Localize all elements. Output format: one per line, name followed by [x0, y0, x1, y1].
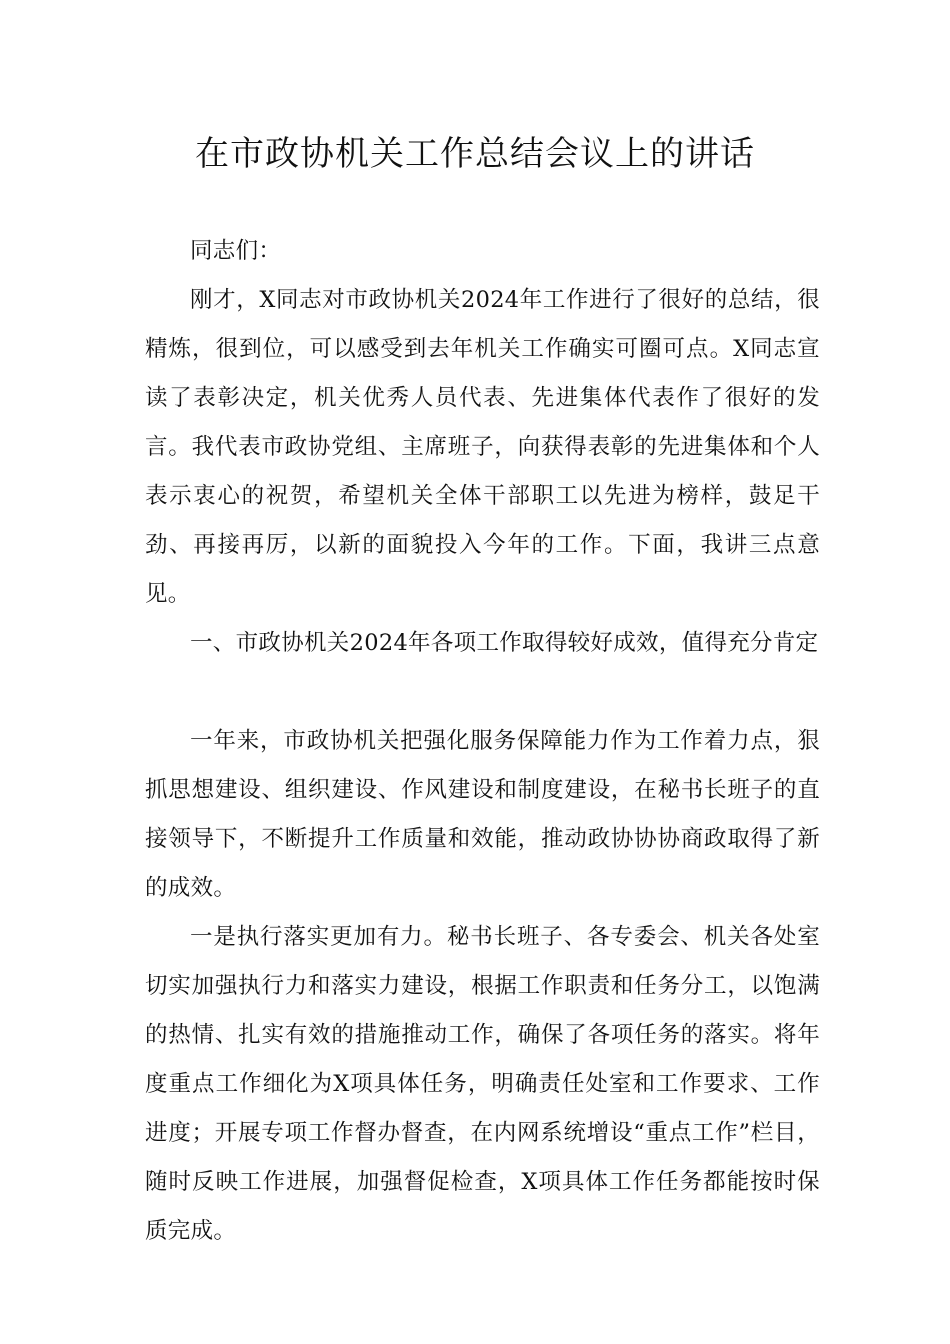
- document-title: 在市政协机关工作总结会议上的讲话: [195, 134, 755, 174]
- document-body: [145, 227, 820, 1256]
- paragraph-summary: 一年来，市政协机关把强化服务保障能力作为工作着力点，狠抓思想建设、组织建设、作风建设和制度建设，在秘书长班子的直接领导下，不断提升工作质量和效能，推动政协协协商政取得了新的成效。: [145, 728, 820, 901]
- paragraph-point-1: 一是执行落实更加有力。秘书长班子、各专委会、机关各处室切实加强执行力和落实力建设，根据工作职责和任务分工，以饱满的热情、扎实有效的措施推动工作，确保了各项任务的落实。将年度重点工作细化为X项具体任务，明确责任处室和工作要求、工作进度；开展专项工作督办督查，在内网系统增设“重点工作”栏目，随时反映工作进展，加强督促检查，X项具体工作任务都能按时保质完成。: [145, 924, 820, 1244]
- section-heading-1: 一、市政协机关2024年各项工作取得较好成效，值得充分肯定: [190, 630, 819, 656]
- paragraph-intro: 刚才，X同志对市政协机关2024年工作进行了很好的总结，很精炼，很到位，可以感受到去年机关工作确实可圈可点。X同志宣读了表彰决定，机关优秀人员代表、先进集体代表作了很好的发言。我代表市政协党组、主席班子，向获得表彰的先进集体和个人表示衷心的祝贺，希望机关全体干部职工以先进为榜样，鼓足干劲、再接再厉，以新的面貌投入今年的工作。下面，我讲三点意见。: [145, 287, 820, 607]
- greeting: 同志们：: [190, 238, 282, 264]
